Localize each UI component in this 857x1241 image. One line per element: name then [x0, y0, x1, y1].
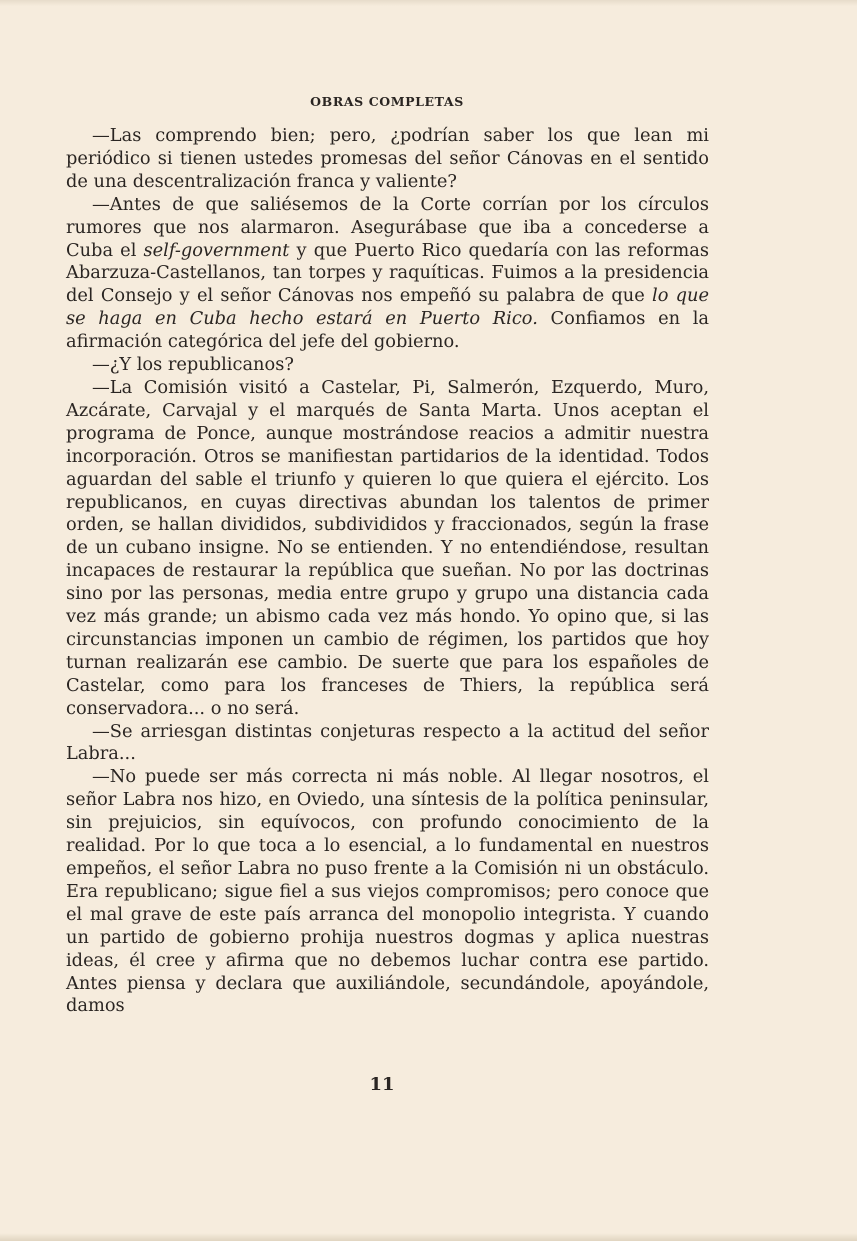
paragraph — [66, 721, 709, 767]
italic-text: lo que se haga en Cuba hecho estará en Puerto Rico. — [66, 285, 709, 330]
body-text — [66, 125, 709, 1018]
italic-text: self-government — [143, 239, 290, 261]
page-top-edge — [0, 0, 857, 6]
paragraph — [66, 766, 709, 1018]
text-run: —Se arriesgan distintas conjeturas respecto a la actitud del señor Labra... — [66, 720, 709, 765]
paragraph — [66, 377, 709, 721]
text-run: —La Comisión visitó a Castelar, Pi, Salmerón, Ezquerdo, Muro, Azcárate, Carvajal y el marqués de Santa Marta. Unos aceptan el programa de Ponce, aunque mostrándose reacios a admitir nuestra incorporación. Otros se manifiestan partidarios de la identidad. Todos aguardan del sable el triunfo y quieren lo que quiera el ejército. Los republicanos, en cuyas directivas abundan los talentos de primer orden, se hallan divididos, subdivididos y fraccionados, según la frase de un cubano insigne. No se entienden. Y no entendiéndose, resultan incapaces de restaurar la república que sueñan. No por las doctrinas sino por las personas, media entre grupo y grupo una distancia cada vez más grande; un abismo cada vez más hondo. Yo opino que, si las circunstancias imponen un cambio de régimen, los partidos que hoy turnan realizarán ese cambio. De suerte que para los españoles de Castelar, como para los franceses de Thiers, la república será conservadora... o no será. — [66, 376, 709, 719]
text-run: —¿Y los republicanos? — [92, 354, 294, 376]
paragraph — [66, 194, 709, 354]
text-run: Confiamos en la afirmación categórica del jefe del gobierno. — [66, 308, 709, 353]
paragraph — [66, 354, 709, 377]
text-run: y que Puerto Rico quedaría con las reformas Abarzuza-Castellanos, tan torpes y raquíticas. Fuimos a la presidencia del Consejo y el señor Cánovas nos empeñó su palabra de que — [66, 239, 709, 307]
text-run: —Antes de que saliésemos de la Corte corrían por los círculos rumores que nos alarmaron. Asegurábase que iba a concederse a Cuba el — [66, 193, 709, 261]
text-run: —No puede ser más correcta ni más noble. Al llegar nosotros, el señor Labra nos hizo, en Oviedo, una síntesis de la política peninsular, sin prejuicios, sin equívocos, con profundo conocimiento de la realidad. Por lo que toca a lo esencial, a lo fundamental en nuestros empeños, el señor Labra no puso frente a la Comisión ni un obstáculo. Era republicano; sigue fiel a sus viejos compromisos; pero conoce que el mal grave de este país arranca del monopolio integrista. Y cuando un partido de gobierno prohija nuestros dogmas y aplica nuestras ideas, él cree y afirma que no debemos luchar contra ese partido. Antes piensa y declara que auxiliándole, secundándole, apoyándole, damos — [66, 766, 709, 1017]
running-head: OBRAS COMPLETAS — [310, 94, 464, 109]
page-number: 11 — [369, 1074, 395, 1095]
text-run: —Las comprendo bien; pero, ¿podrían saber los que lean mi periódico si tienen ustedes promesas del señor Cánovas en el sentido de una descentralización franca y valiente? — [66, 125, 709, 192]
page-bottom-edge — [0, 1233, 857, 1241]
paragraph — [66, 125, 709, 194]
